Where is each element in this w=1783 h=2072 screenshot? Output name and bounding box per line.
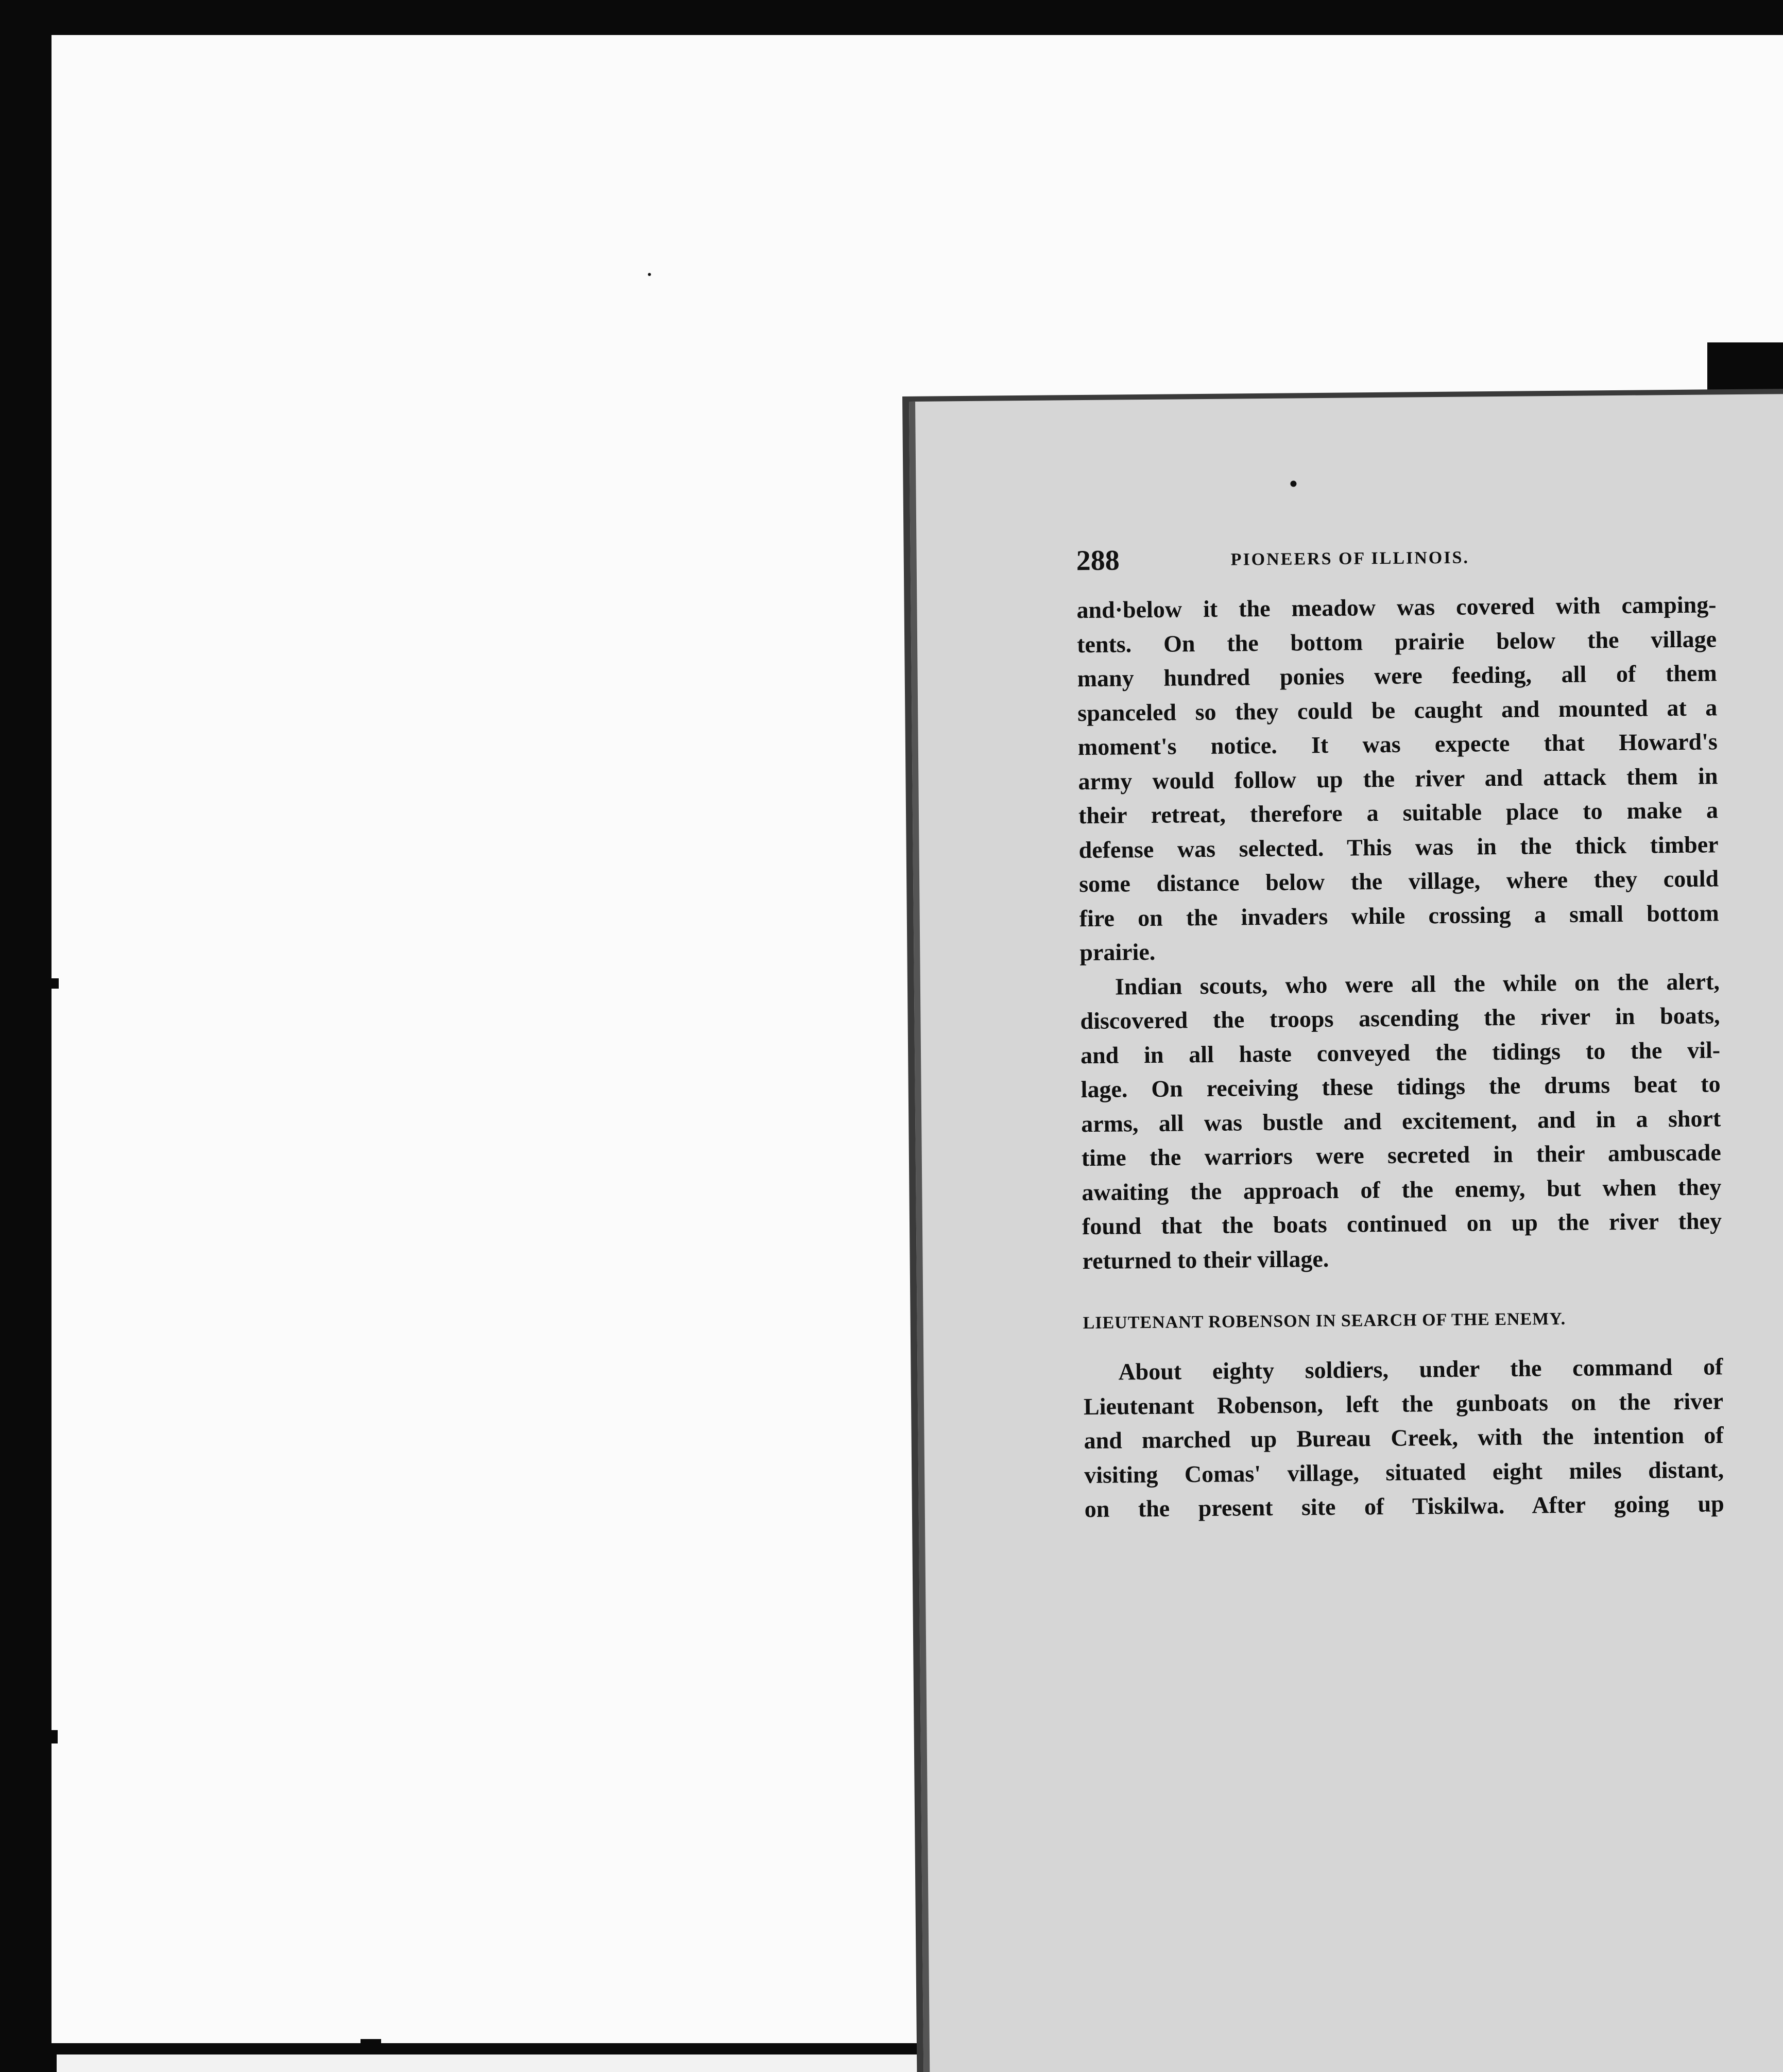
page-body: [1076, 588, 1724, 1526]
text-line: time the warriors were secreted in their ambuscade: [1081, 1139, 1722, 1171]
paragraph: [1076, 588, 1719, 970]
section-heading: LIEUTENANT ROBENSON IN SEARCH OF THE ENEMY.: [1083, 1309, 1566, 1333]
text-line: arms, all was bustle and excitement, and in a short: [1081, 1104, 1721, 1137]
text-line: on the present site of Tiskilwa. After going up: [1084, 1490, 1724, 1523]
text-line: Indian scouts, who were all the while on the alert,: [1115, 968, 1720, 1000]
text-line: lage. On receiving these tidings the drums beat to: [1081, 1070, 1721, 1103]
left-edge-mark: [52, 1730, 58, 1743]
text-line: visiting Comas' village, situated eight miles distant,: [1084, 1456, 1724, 1488]
page-dot: [1290, 480, 1296, 487]
text-line: and in all haste conveyed the tidings to the vil-: [1080, 1036, 1721, 1068]
text-line: army would follow up the river and attack them in: [1078, 762, 1718, 795]
text-line: discovered the troops ascending the river in boats,: [1080, 1002, 1720, 1034]
text-line: tents. On the bottom prairie below the village: [1076, 625, 1717, 658]
text-line: and·below it the meadow was covered with camping-: [1076, 591, 1717, 624]
text-line: returned to their village.: [1082, 1245, 1329, 1274]
text-line: defense was selected. This was in the thick timber: [1078, 831, 1719, 863]
text-line: fire on the invaders while crossing a small bottom: [1079, 899, 1719, 931]
page-header: [1076, 539, 1716, 580]
running-head: PIONEERS OF ILLINOIS.: [1230, 548, 1470, 569]
paragraph: [1080, 964, 1722, 1278]
page-number: 288: [1076, 544, 1120, 577]
book-page: [909, 394, 1783, 2072]
text-line: some distance below the village, where they could: [1078, 865, 1719, 897]
text-line: many hundred ponies were feeding, all of them: [1077, 660, 1717, 692]
text-line: found that the boats continued on up the river they: [1082, 1207, 1722, 1240]
text-line: spanceled so they could be caught and mounted at a: [1077, 694, 1718, 726]
speck: [648, 273, 651, 276]
text-line: and marched up Bureau Creek, with the intention of: [1084, 1422, 1724, 1454]
text-line: Lieutenant Robenson, left the gunboats on the river: [1083, 1387, 1724, 1420]
text-line: awaiting the approach of the enemy, but when they: [1082, 1173, 1722, 1205]
left-edge-mark: [52, 978, 59, 989]
text-line: About eighty soldiers, under the command of: [1118, 1353, 1723, 1385]
text-line: moment's notice. It was expecte that Howard's: [1077, 728, 1718, 761]
text-line: prairie.: [1079, 938, 1156, 966]
text-line: their retreat, therefore a suitable place to make a: [1078, 797, 1719, 829]
bottom-edge-mark: [361, 2039, 381, 2044]
paragraph: [1083, 1350, 1724, 1526]
